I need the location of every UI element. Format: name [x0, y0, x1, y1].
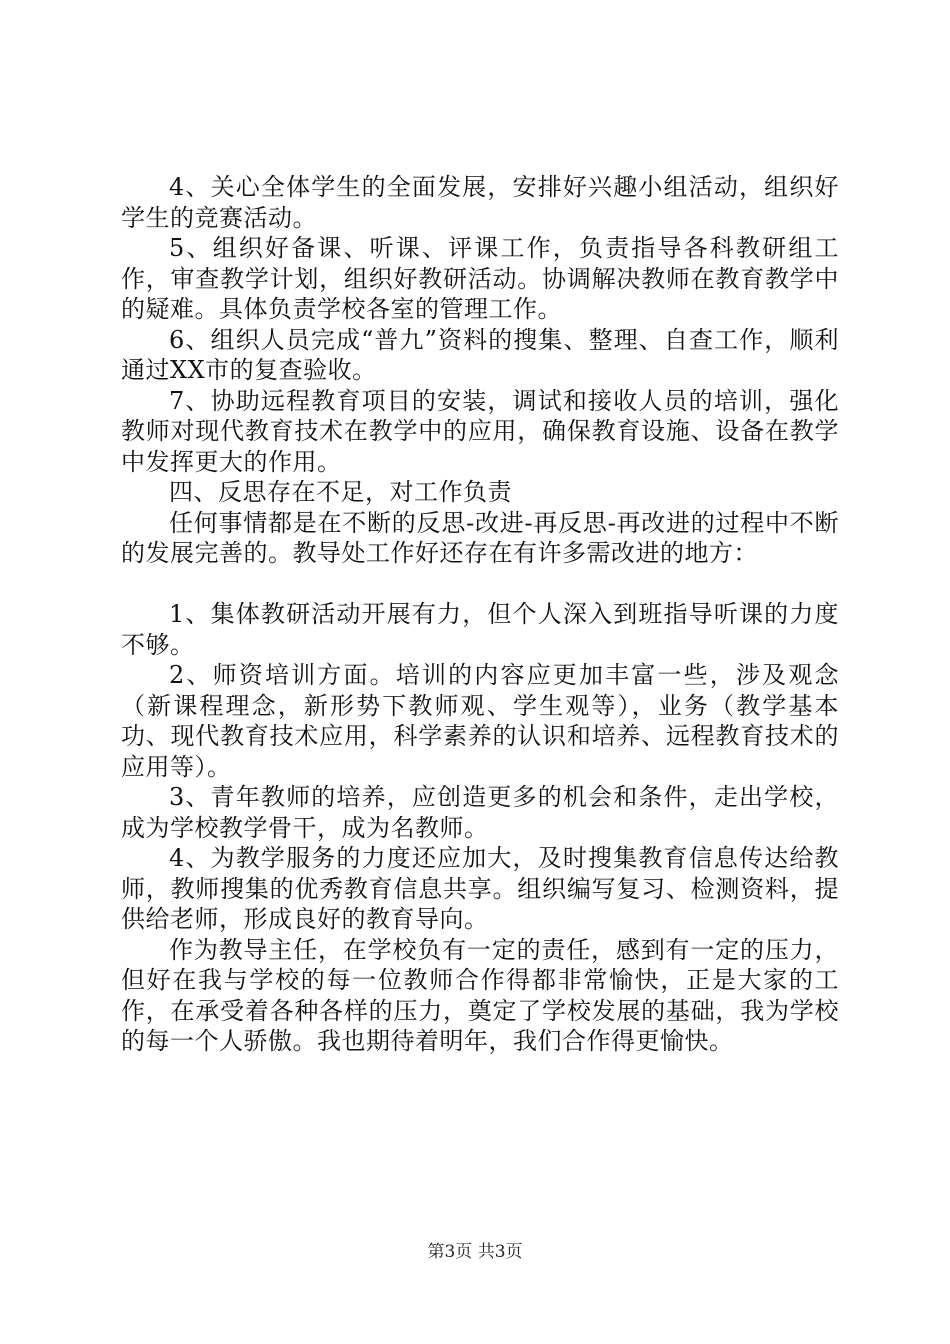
page-number-footer: 第3页 共3页: [427, 1242, 523, 1262]
paragraph-shortcoming-2: 2、师资培训方面。培训的内容应更加丰富一些，涉及观念（新课程理念，新形势下教师观、学生观等），业务（教学基本功、现代教育技术应用，科学素养的认识和培养、远程教育技术的应用等）。: [121, 661, 839, 781]
paragraph-shortcoming-3: 3、青年教师的培养，应创造更多的机会和条件，走出学校，成为学校教学骨干，成为名教师。: [121, 783, 839, 842]
paragraph-conclusion: 作为教导主任，在学校负有一定的责任，感到有一定的压力，但好在我与学校的每一位教师合作得都非常愉快，正是大家的工作，在承受着各种各样的压力，奠定了学校发展的基础，我为学校的每一个人骄傲。我也期待着明年，我们合作得更愉快。: [121, 935, 839, 1055]
paragraph-item-5: 5、组织好备课、听课、评课工作，负责指导各科教研组工作，审查教学计划，组织好教研活动。协调解决教师在教育教学中的疑难。具体负责学校各室的管理工作。: [121, 234, 839, 323]
paragraph-shortcoming-4: 4、为教学服务的力度还应加大，及时搜集教育信息传达给教师，教师搜集的优秀教育信息共享。组织编写复习、检测资料，提供给老师，形成良好的教育导向。: [121, 844, 839, 933]
paragraph-shortcoming-1: 1、集体教研活动开展有力，但个人深入到班指导听课的力度不够。: [121, 600, 839, 659]
paragraph-item-6: 6、组织人员完成“普九”资料的搜集、整理、自查工作，顺利通过XX市的复查验收。: [121, 325, 839, 384]
paragraph-item-7: 7、协助远程教育项目的安装，调试和接收人员的培训，强化教师对现代教育技术在教学中的应用，确保教育设施、设备在教学中发挥更大的作用。: [121, 386, 839, 476]
paragraph-item-4: 4、关心全体学生的全面发展，安排好兴趣小组活动，组织好学生的竞赛活动。: [121, 173, 839, 232]
document-body: [121, 172, 839, 1057]
section-heading-4: 四、反思存在不足，对工作负责: [169, 478, 512, 506]
paragraph-reflection-intro: 任何事情都是在不断的反思-改进-再反思-再改进的过程中不断的发展完善的。教导处工作好还存在有许多需改进的地方：: [121, 508, 839, 567]
